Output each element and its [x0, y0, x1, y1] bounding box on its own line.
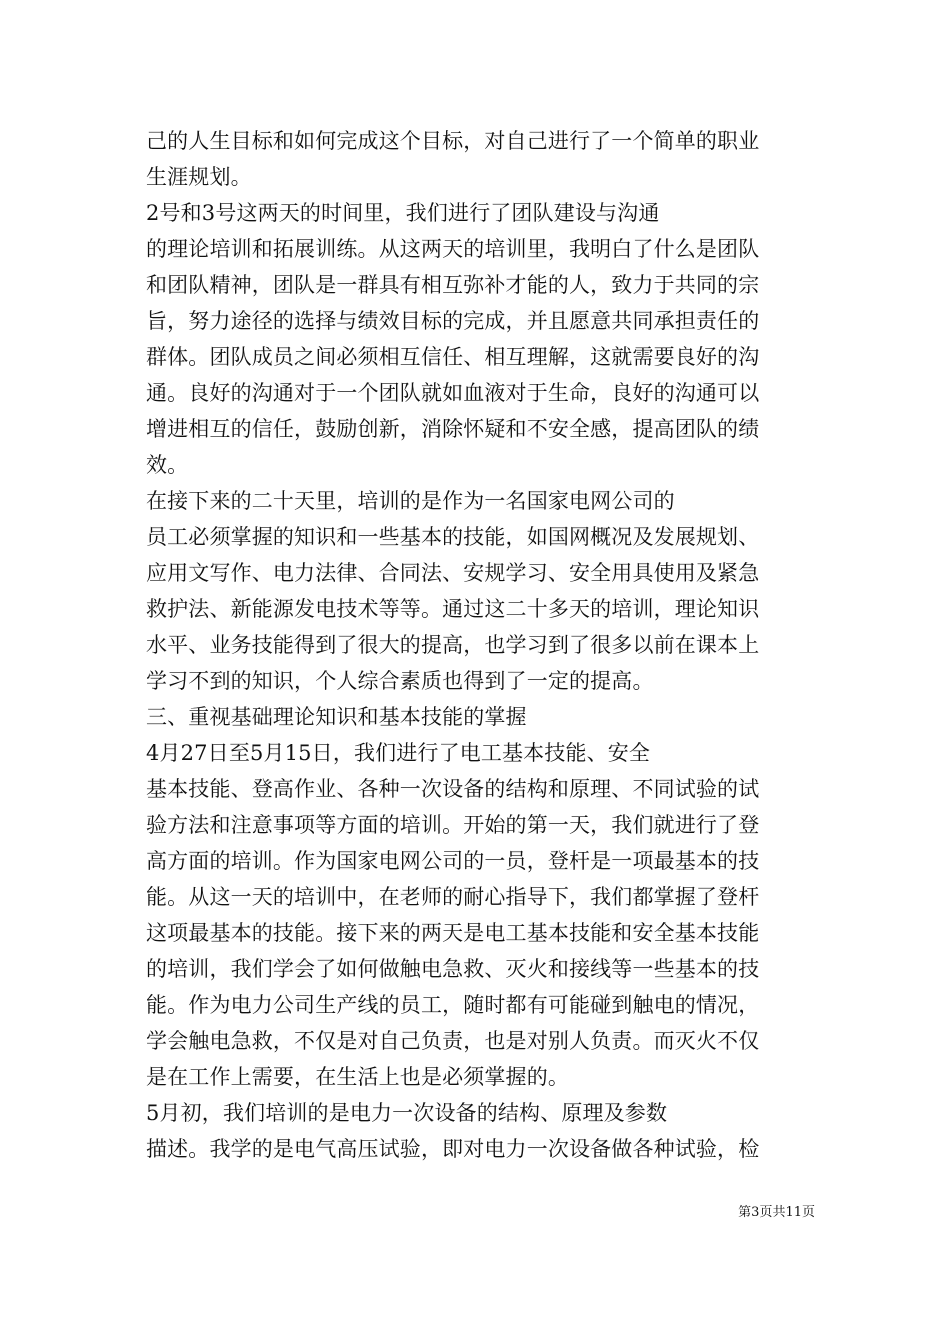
text-line: 学会触电急救，不仅是对自己负责，也是对别人负责。而灭火不仅 [146, 1029, 760, 1053]
text-line: 在接下来的二十天里，培训的是作为一名国家电网公司的 [146, 489, 675, 513]
text-line: 旨，努力途径的选择与绩效目标的完成，并且愿意共同承担责任的 [146, 309, 760, 333]
text-line: 能。从这一天的培训中，在老师的耐心指导下，我们都掌握了登杆 [146, 885, 760, 909]
text-line: 救护法、新能源发电技术等等。通过这二十多天的培训，理论知识 [146, 597, 760, 621]
text-line: 5月初，我们培训的是电力一次设备的结构、原理及参数 [146, 1101, 668, 1125]
text-line: 通。良好的沟通对于一个团队就如血液对于生命，良好的沟通可以 [146, 381, 760, 405]
text-line: 是在工作上需要，在生活上也是必须掌握的。 [146, 1065, 569, 1089]
text-line: 群体。团队成员之间必须相互信任、相互理解，这就需要良好的沟 [146, 345, 760, 369]
text-line: 这项最基本的技能。接下来的两天是电工基本技能和安全基本技能 [146, 921, 760, 945]
text-line: 能。作为电力公司生产线的员工，随时都有可能碰到触电的情况， [146, 993, 760, 1017]
text-line: 高方面的培训。作为国家电网公司的一员，登杆是一项最基本的技 [146, 849, 760, 873]
text-line: 验方法和注意事项等方面的培训。开始的第一天，我们就进行了登 [146, 813, 760, 837]
text-line: 应用文写作、电力法律、合同法、安规学习、安全用具使用及紧急 [146, 561, 760, 585]
text-line: 基本技能、登高作业、各种一次设备的结构和原理、不同试验的试 [146, 777, 760, 801]
text-line: 学习不到的知识，个人综合素质也得到了一定的提高。 [146, 669, 654, 693]
text-line: 生涯规划。 [146, 165, 252, 189]
text-line: 增进相互的信任，鼓励创新，消除怀疑和不安全感，提高团队的绩 [146, 417, 760, 441]
text-line: 效。 [146, 453, 189, 477]
text-line: 2号和3号这两天的时间里，我们进行了团队建设与沟通 [146, 201, 660, 225]
text-line: 4月27日至5月15日，我们进行了电工基本技能、安全 [146, 741, 651, 765]
text-line: 己的人生目标和如何完成这个目标，对自己进行了一个简单的职业 [146, 129, 760, 153]
text-line: 的培训，我们学会了如何做触电急救、灭火和接线等一些基本的技 [146, 957, 760, 981]
text-line: 的理论培训和拓展训练。从这两天的培训里，我明白了什么是团队 [146, 237, 760, 261]
text-line: 水平、业务技能得到了很大的提高，也学习到了很多以前在课本上 [146, 633, 760, 657]
section-heading: 三、重视基础理论知识和基本技能的掌握 [146, 705, 527, 729]
text-line: 描述。我学的是电气高压试验，即对电力一次设备做各种试验，检 [146, 1137, 760, 1161]
text-line: 员工必须掌握的知识和一些基本的技能，如国网概况及发展规划、 [146, 525, 760, 549]
page-number-footer: 第3页共11页 [738, 1205, 815, 1220]
text-line: 和团队精神，团队是一群具有相互弥补才能的人，致力于共同的宗 [146, 273, 760, 297]
